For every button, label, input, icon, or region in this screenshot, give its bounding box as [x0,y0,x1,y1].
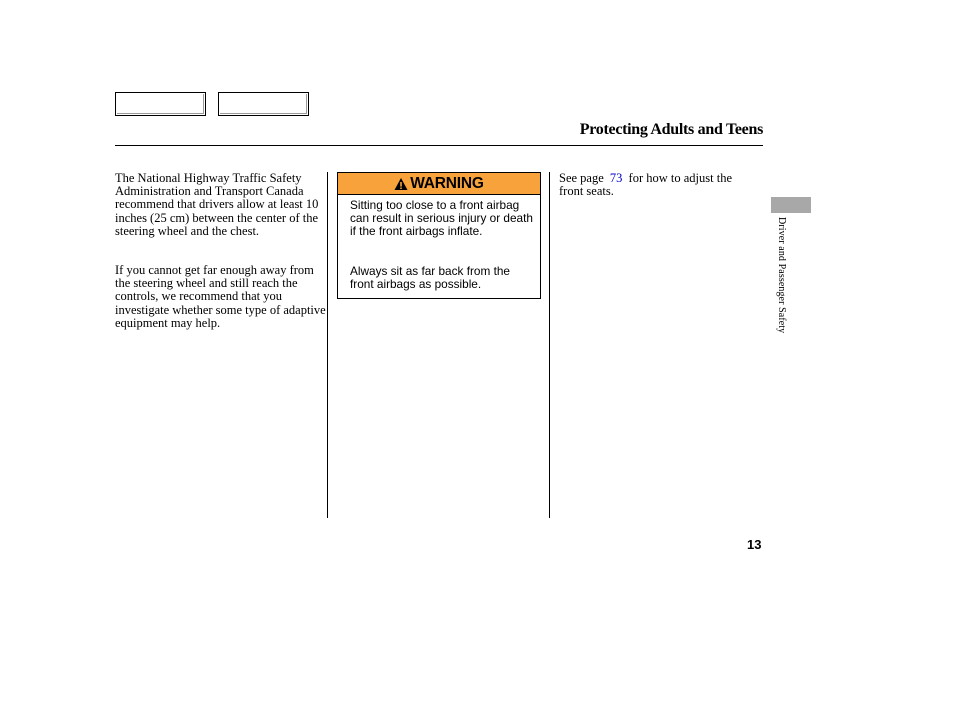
warning-box [337,172,541,299]
reference-prefix: See page [559,171,604,185]
next-page-button[interactable] [218,92,309,116]
body-paragraph-distance: The National Highway Traffic Safety Administration and Transport Canada recommend that drivers allow at least 10 inches (25 cm) between the center of the steering wheel and the chest. [115,171,319,238]
section-tab[interactable] [771,197,811,213]
section-label: Driver and Passenger Safety [776,217,787,334]
warning-label: WARNING [410,174,484,192]
reference-suffix: for how to adjust the front seats. [559,171,732,199]
page-73-link[interactable]: 73 [609,171,623,185]
warning-header [338,173,540,195]
body-paragraph-seat-reference [559,172,759,198]
body-paragraph-adaptive-equipment: If you cannot get far enough away from the steering wheel and still reach the controls, we recommend that you investigate whether some type of adaptive equipment may help. [115,263,326,330]
column-divider [549,172,550,518]
warning-text-danger: Sitting too close to a front airbag can result in serious injury or death if the front airbags inflate. [350,198,533,238]
previous-page-button[interactable] [115,92,206,116]
warning-text-advice: Always sit as far back from the front airbags as possible. [350,264,510,291]
column-divider [327,172,328,518]
page-title: Protecting Adults and Teens [579,121,763,138]
warning-triangle-icon [394,177,408,191]
page-number: 13 [747,537,762,552]
title-divider [115,145,763,146]
